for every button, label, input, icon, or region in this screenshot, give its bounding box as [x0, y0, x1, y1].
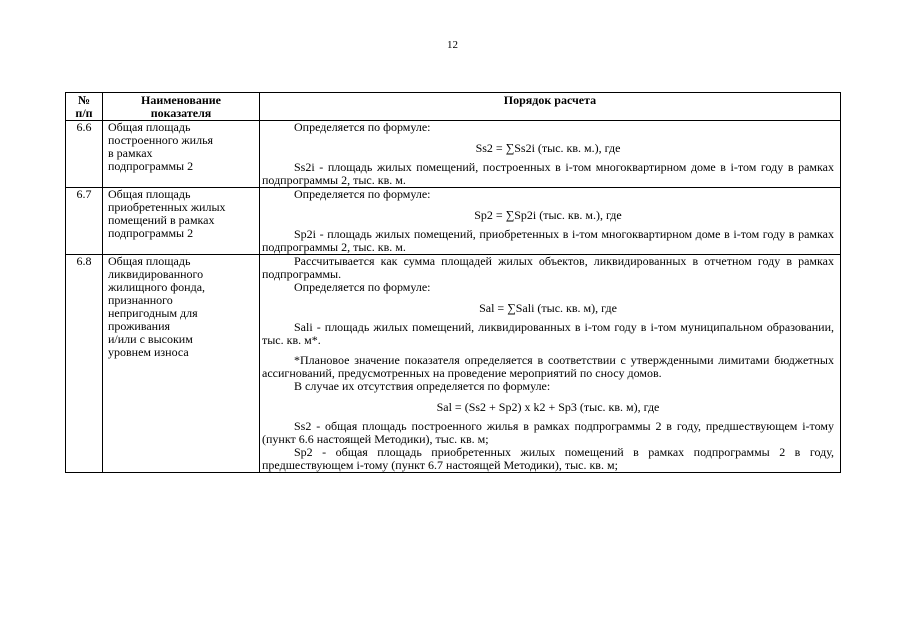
row-number: 6.8: [66, 255, 103, 473]
fallback-formula-intro: В случае их отсутствия определяется по формуле:: [294, 379, 551, 393]
variable-definition-ss2: Ss2 - общая площадь построенного жилья в рамках подпрограммы 2 в году, предшествующем i-тому (пункт 6.6 настоящей Методики), тыс. кв. м;: [262, 419, 834, 446]
table-row: [66, 255, 841, 473]
table-header-row: [66, 93, 841, 121]
table-row: [66, 121, 841, 188]
table-row: [66, 188, 841, 255]
calculation-procedure: [260, 188, 841, 255]
formula: Ss2 = ∑Ss2i (тыс. кв. м.), где: [475, 141, 621, 155]
indicator-name: Общая площадь построенного жилья в рамках подпрограммы 2: [103, 121, 260, 188]
indicator-name: Общая площадь приобретенных жилых помещений в рамках подпрограммы 2: [103, 188, 260, 255]
header-number: № п/п: [66, 93, 103, 121]
calculation-procedure: [260, 121, 841, 188]
header-procedure: Порядок расчета: [260, 93, 841, 121]
planned-value-note: *Плановое значение показателя определяется в соответствии с утвержденными лимитами бюджетных ассигнований, предусмотренных на проведение мероприятий по сносу домов.: [262, 353, 834, 380]
formula-intro: Определяется по формуле:: [294, 280, 431, 294]
calculation-procedure: [260, 255, 841, 473]
row-number: 6.7: [66, 188, 103, 255]
methodology-table: [65, 92, 841, 473]
indicator-name: Общая площадь ликвидированного жилищного фонда, признанного непригодным для проживания и/или с высоким уровнем износа: [103, 255, 260, 473]
formula-intro: Определяется по формуле:: [294, 120, 431, 134]
formula-intro: Определяется по формуле:: [294, 187, 431, 201]
variable-definition-sp2: Sp2 - общая площадь приобретенных жилых помещений в рамках подпрограммы 2 в году, предшествующем i-тому (пункт 6.7 настоящей Методики), тыс. кв. м;: [262, 445, 834, 472]
page-number: 12: [447, 39, 458, 51]
variable-definition: Sali - площадь жилых помещений, ликвидированных в i-том году в i-том муниципальном образовании, тыс. кв. м*.: [262, 320, 834, 347]
formula: Sal = ∑Sali (тыс. кв. м), где: [479, 301, 617, 315]
variable-definition: Sp2i - площадь жилых помещений, приобретенных в i-том многоквартирном доме в i-том году в рамках подпрограммы 2, тыс. кв. м.: [262, 227, 834, 254]
formula: Sp2 = ∑Sp2i (тыс. кв. м.), где: [474, 208, 622, 222]
variable-definition: Ss2i - площадь жилых помещений, построенных в i-том многоквартирном доме в i-том году в рамках подпрограммы 2, тыс. кв. м.: [262, 160, 834, 187]
calculation-lead: Рассчитывается как сумма площадей жилых объектов, ликвидированных в отчетном году в рамках подпрограммы.: [262, 254, 834, 281]
header-name: Наименование показателя: [103, 93, 260, 121]
fallback-formula: Sal = (Ss2 + Sp2) x k2 + Sp3 (тыс. кв. м), где: [436, 400, 660, 414]
row-number: 6.6: [66, 121, 103, 188]
